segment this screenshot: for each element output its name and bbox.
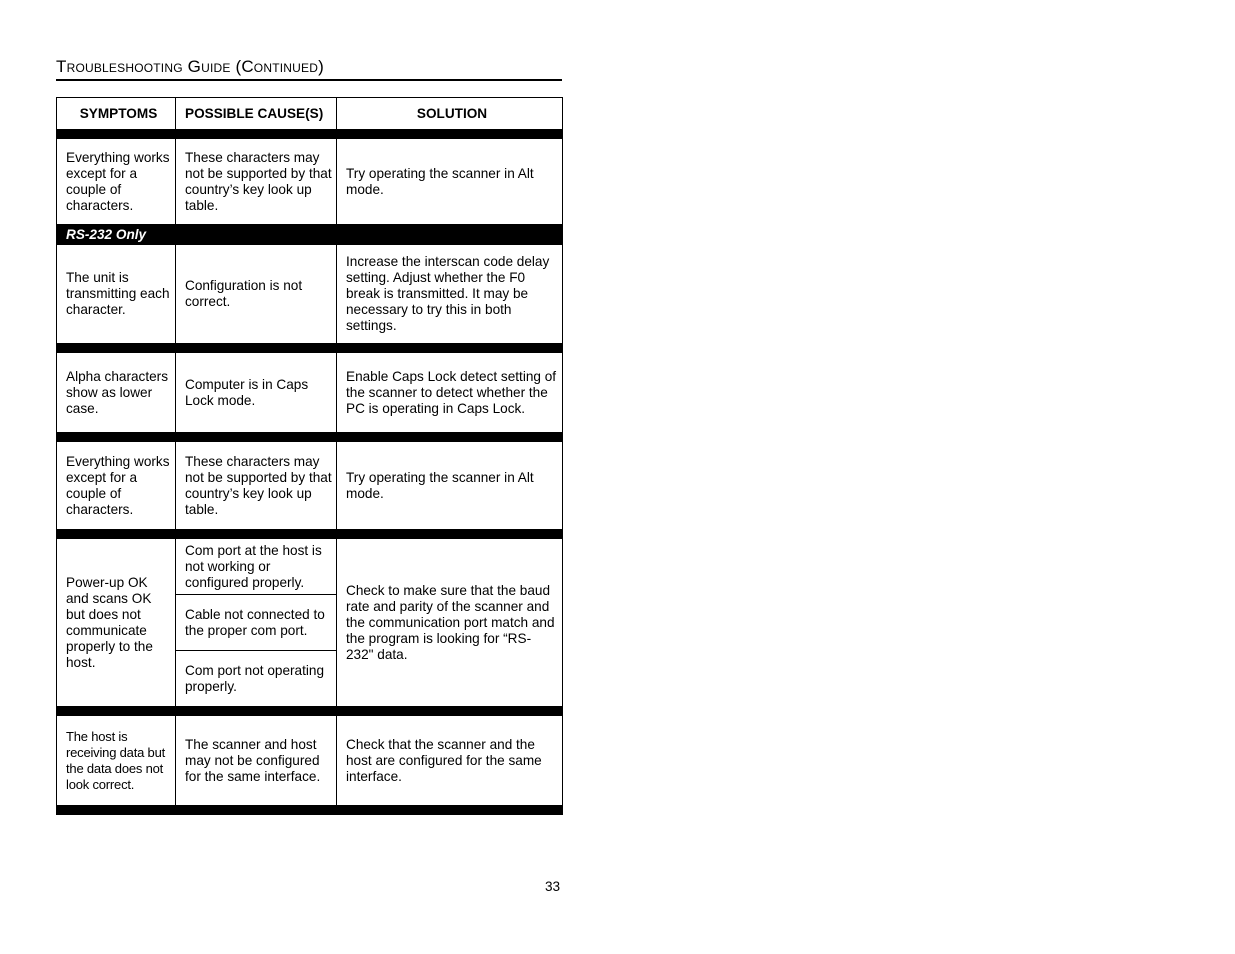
cause-cell: Com port not operating properly. (176, 651, 337, 707)
table-row (57, 353, 563, 433)
divider-bar (57, 530, 563, 539)
cause-cell: Cable not connected to the proper com port. (176, 595, 337, 651)
table-header-row (57, 98, 563, 130)
cause-cell: These characters may not be supported by that country’s key look up table. (176, 442, 337, 530)
solution-cell: Try operating the scanner in Alt mode. (337, 442, 563, 530)
symptom-cell: Everything works except for a couple of characters. (57, 139, 176, 225)
symptom-cell: Everything works except for a couple of characters. (57, 442, 176, 530)
table-row (57, 442, 563, 530)
symptom-cell: The host is receiving data but the data does not look correct. (57, 716, 176, 806)
solution-cell: Enable Caps Lock detect setting of the scanner to detect whether the PC is operating in Caps Lock. (337, 353, 563, 433)
symptom-cell: Power-up OK and scans OK but does not communicate properly to the host. (57, 539, 176, 707)
section-label: RS-232 Only (57, 225, 563, 245)
divider-bar (57, 344, 563, 353)
cause-cell: These characters may not be supported by that country’s key look up table. (176, 139, 337, 225)
solution-cell: Increase the interscan code delay setting. Adjust whether the F0 break is transmitted. It may be necessary to try this in both settings. (337, 245, 563, 344)
cause-cell: Com port at the host is not working or configured properly. (176, 539, 337, 595)
table-row (57, 716, 563, 806)
header-causes: POSSIBLE CAUSE(S) (176, 98, 337, 130)
section-header-row (57, 225, 563, 245)
solution-cell: Check to make sure that the baud rate and parity of the scanner and the communication port match and the program is looking for “RS-232" data. (337, 539, 563, 707)
divider-bar (57, 806, 563, 815)
symptom-cell: Alpha characters show as lower case. (57, 353, 176, 433)
cause-cell: The scanner and host may not be configured for the same interface. (176, 716, 337, 806)
divider-bar (57, 433, 563, 442)
table-row (57, 139, 563, 225)
symptom-cell: The unit is transmitting each character. (57, 245, 176, 344)
page-title: Troubleshooting Guide (Continued) (56, 56, 562, 81)
solution-cell: Check that the scanner and the host are configured for the same interface. (337, 716, 563, 806)
troubleshooting-table (56, 97, 563, 815)
header-symptoms: SYMPTOMS (57, 98, 176, 130)
solution-cell: Try operating the scanner in Alt mode. (337, 139, 563, 225)
table-row (57, 539, 563, 595)
divider-bar (57, 707, 563, 716)
page-number: 33 (545, 879, 561, 894)
header-solution: SOLUTION (337, 98, 563, 130)
divider-bar (57, 130, 563, 139)
cause-cell: Computer is in Caps Lock mode. (176, 353, 337, 433)
table-row (57, 245, 563, 344)
cause-cell: Configuration is not correct. (176, 245, 337, 344)
